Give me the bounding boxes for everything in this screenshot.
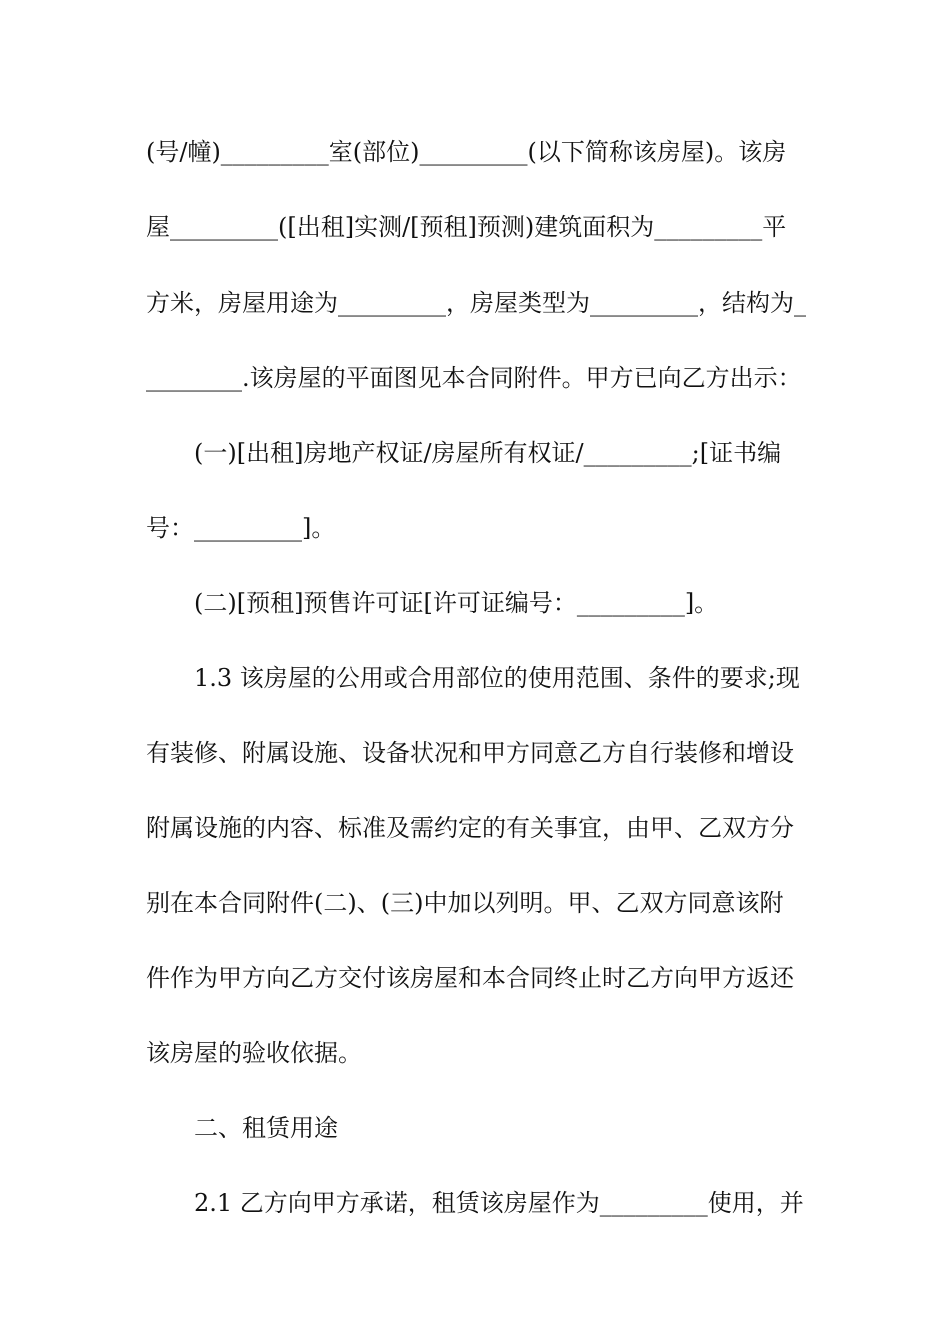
text-line-4: ________.该房屋的平面图见本合同附件。甲方已向乙方出示：	[146, 364, 802, 392]
text-line-6: 号：_________]。	[146, 514, 336, 542]
text-line-11: 别在本合同附件(二)、(三)中加以列明。甲、乙双方同意该附	[146, 889, 784, 917]
text-line-8: 1.3 该房屋的公用或合用部位的使用范围、条件的要求;现	[194, 664, 800, 692]
text-line-12: 件作为甲方向乙方交付该房屋和本合同终止时乙方向甲方返还	[146, 964, 794, 992]
text-line-15: 2.1 乙方向甲方承诺，租赁该房屋作为_________使用，并	[194, 1189, 804, 1217]
section-heading: 二、租赁用途	[194, 1114, 338, 1142]
text-line-10: 附属设施的内容、标准及需约定的有关事宜，由甲、乙双方分	[146, 814, 794, 842]
text-line-5: (一)[出租]房地产权证/房屋所有权证/_________;[证书编	[194, 439, 782, 467]
text-line-13: 该房屋的验收依据。	[146, 1039, 362, 1067]
text-line-9: 有装修、附属设施、设备状况和甲方同意乙方自行装修和增设	[146, 739, 794, 767]
text-line-2: 屋_________([出租]实测/[预租]预测)建筑面积为_________平	[146, 213, 787, 241]
text-line-1: (号/幢)_________室(部位)_________(以下简称该房屋)。该房	[146, 138, 787, 166]
text-line-7: (二)[预租]预售许可证[许可证编号：_________]。	[194, 589, 719, 617]
text-line-3: 方米，房屋用途为_________，房屋类型为_________，结构为_	[146, 289, 806, 317]
